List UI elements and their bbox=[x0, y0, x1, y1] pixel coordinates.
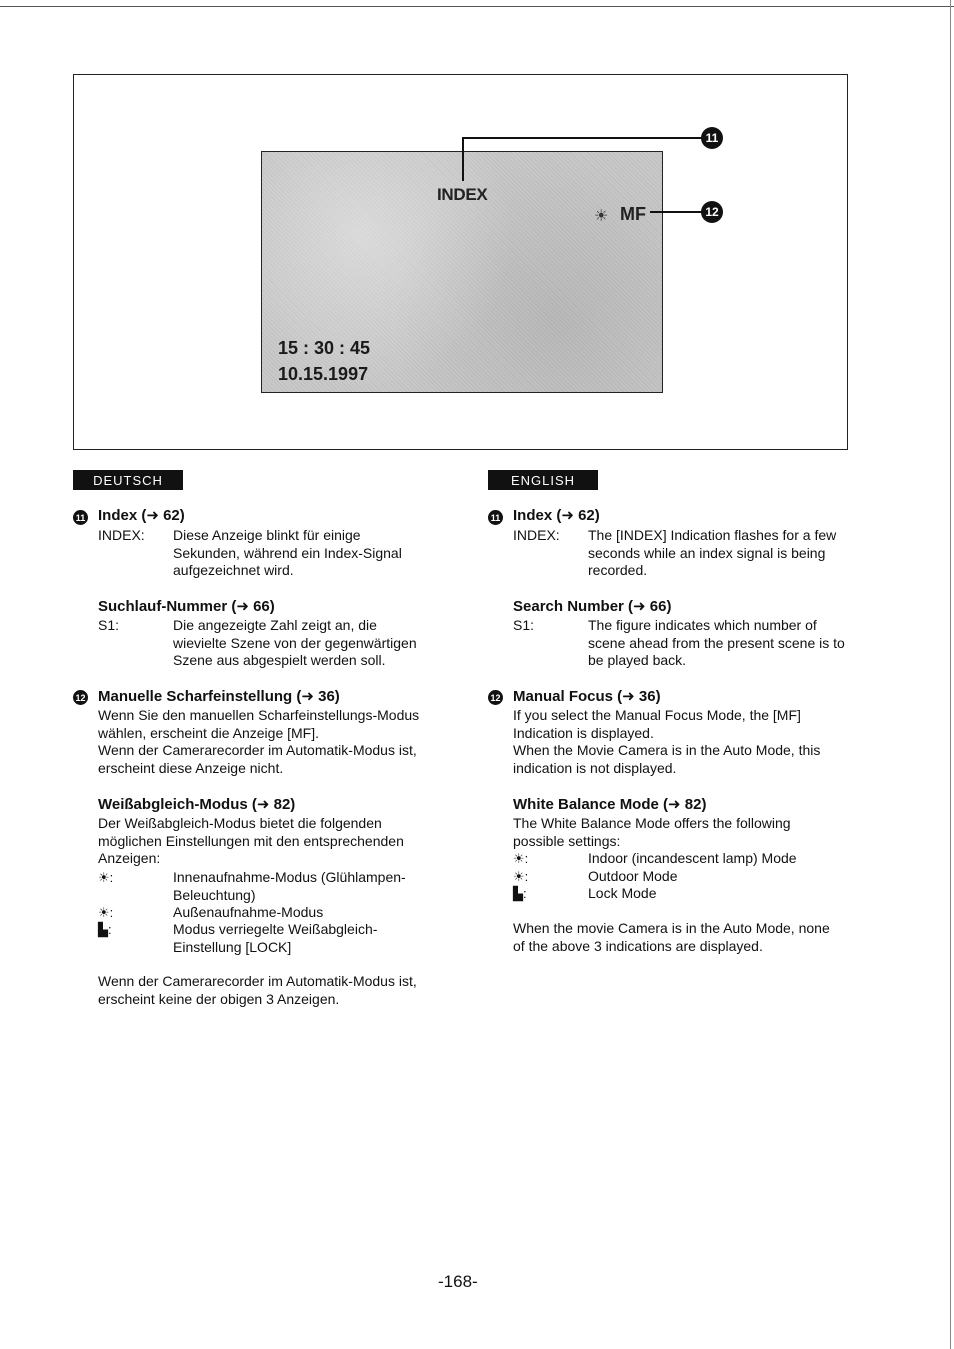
page-edge-top bbox=[0, 6, 954, 7]
index-text-de: Diese Anzeige blinkt für einige Sekunden, während ein Index-Signal aufgezeichnet wird. bbox=[173, 527, 402, 579]
wb-item-indoor-text-en: Indoor (incandescent lamp) Mode bbox=[588, 850, 797, 866]
indoor-lamp-icon: ☀: bbox=[98, 870, 114, 885]
wb-intro-de: Der Weißabgleich-Modus bietet die folgenden möglichen Einstellungen mit den entsprechenden Anzeigen: bbox=[98, 815, 404, 867]
section-index-title-de: Index (➜ 62) bbox=[98, 507, 185, 524]
screen-index-indicator: INDEX bbox=[437, 185, 488, 204]
manual-focus-text-de: Wenn Sie den manuellen Scharfeinstellungs-Modus wählen, erscheint die Anzeige [MF]. Wenn der Camerarecorder im Automatik-Modus ist, erscheint diese Anzeige nicht. bbox=[98, 707, 420, 776]
wb-intro-en: The White Balance Mode offers the following possible settings: bbox=[513, 815, 791, 849]
search-key-de: S1: bbox=[98, 617, 120, 633]
wb-item-outdoor-text-en: Outdoor Mode bbox=[588, 868, 678, 884]
wb-item-outdoor-en bbox=[513, 868, 528, 886]
wb-item-indoor-de bbox=[98, 869, 113, 887]
section-12-bullet-de: 12 bbox=[73, 690, 88, 705]
callout-11-horizontal bbox=[462, 137, 702, 139]
wb-item-lock-de bbox=[98, 921, 112, 939]
wb-item-lock-text-de: Modus verriegelte Weißabgleich- Einstellung [LOCK] bbox=[173, 921, 378, 955]
wb-item-indoor-en bbox=[513, 850, 528, 868]
page-number: -168- bbox=[438, 1272, 478, 1291]
section-manual-focus-title-en: Manual Focus (➜ 36) bbox=[513, 688, 661, 705]
lang-header-english: ENGLISH bbox=[488, 470, 598, 490]
screen-date: 10.15.1997 bbox=[278, 364, 369, 384]
section-wb-title-de: Weißabgleich-Modus (➜ 82) bbox=[98, 796, 296, 813]
section-manual-focus-title-de: Manuelle Scharfeinstellung (➜ 36) bbox=[98, 688, 340, 705]
callout-11-vertical bbox=[462, 137, 464, 181]
lock-wb-icon: ▙: bbox=[513, 886, 527, 901]
lang-header-deutsch: DEUTSCH bbox=[73, 470, 183, 490]
index-key-en: INDEX: bbox=[513, 527, 560, 543]
wb-item-outdoor-text-de: Außenaufnahme-Modus bbox=[173, 904, 324, 920]
callout-11-badge: 11 bbox=[701, 127, 723, 149]
screen-time: 15 : 30 : 45 bbox=[278, 338, 371, 358]
outdoor-sun-icon: ☀: bbox=[513, 869, 529, 884]
section-11-bullet-en: 11 bbox=[488, 510, 503, 525]
wb-item-lock-text-en: Lock Mode bbox=[588, 885, 657, 901]
screen-mf-indicator: MF bbox=[620, 204, 646, 224]
section-search-title-en: Search Number (➜ 66) bbox=[513, 598, 672, 615]
search-key-en: S1: bbox=[513, 617, 535, 633]
wb-item-lock-en bbox=[513, 885, 527, 903]
lock-wb-icon: ▙: bbox=[98, 922, 112, 937]
search-text-en: The figure indicates which number of scene ahead from the present scene is to be played back. bbox=[588, 617, 845, 669]
search-text-de: Die angezeigte Zahl zeigt an, die wievielte Szene von der gegenwärtigen Szene aus abgespielt werden soll. bbox=[173, 617, 417, 669]
section-11-bullet-de: 11 bbox=[73, 510, 88, 525]
section-index-title-en: Index (➜ 62) bbox=[513, 507, 600, 524]
indoor-lamp-icon: ☀ bbox=[594, 208, 609, 225]
callout-12-badge: 12 bbox=[701, 201, 723, 223]
index-text-en: The [INDEX] Indication flashes for a few seconds while an index signal is being recorded. bbox=[588, 527, 837, 579]
manual-focus-text-en: If you select the Manual Focus Mode, the [MF] Indication is displayed. When the Movie Camera is in the Auto Mode, this indication is not displayed. bbox=[513, 707, 821, 776]
wb-item-outdoor-de bbox=[98, 904, 113, 922]
callout-12-horizontal bbox=[650, 211, 702, 213]
page-edge-right bbox=[950, 0, 951, 1349]
index-key-de: INDEX: bbox=[98, 527, 145, 543]
indoor-lamp-icon: ☀: bbox=[513, 851, 529, 866]
wb-note-de: Wenn der Camerarecorder im Automatik-Modus ist, erscheint keine der obigen 3 Anzeigen. bbox=[98, 973, 417, 1007]
wb-note-en: When the movie Camera is in the Auto Mode, none of the above 3 indications are displayed. bbox=[513, 920, 830, 954]
section-12-bullet-en: 12 bbox=[488, 690, 503, 705]
section-search-title-de: Suchlauf-Nummer (➜ 66) bbox=[98, 598, 275, 615]
outdoor-sun-icon: ☀: bbox=[98, 905, 114, 920]
section-wb-title-en: White Balance Mode (➜ 82) bbox=[513, 796, 707, 813]
wb-item-indoor-text-de: Innenaufnahme-Modus (Glühlampen- Beleuchtung) bbox=[173, 869, 406, 903]
